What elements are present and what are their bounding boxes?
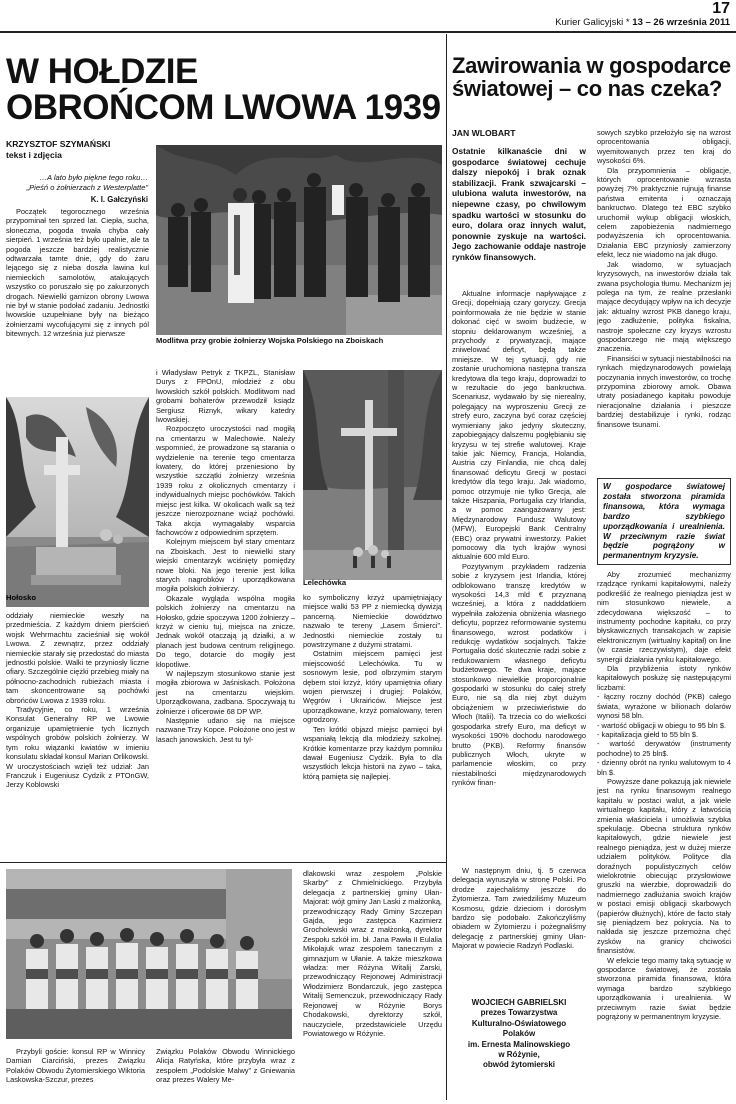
paragraph: Okazale wygląda wspólna mogiła polskich żołnierzy na cmentarzu na Hołosko, gdzie spoczywa 1200 żołnierzy – krzyż w cieniu tuj, miejsca na znicze. Jednak wokół otaczają ją działki, a w planach jest budowa centrum religijnego. Do tego, dotarcie do mogiły jest kłopotliwe. <box>156 593 295 669</box>
article2-text-col2 <box>597 128 731 429</box>
title-line-2: OBROŃCOM LWOWA 1939 <box>6 88 441 127</box>
running-header <box>555 17 730 28</box>
list-item: - łączny roczny dochód (PKB) całego świata, wyrażone w bilionach dolarów wynosi 58 bln. <box>597 692 731 721</box>
signature-line: WOJCIECH GABRIELSKI <box>471 998 567 1007</box>
article2-title: Zawirowania w gospodarce światowej – co nas czeka? <box>452 53 731 101</box>
paragraph: Ten krótki objazd miejsc pamięci był wspaniałą lekcją dla młodzieży szkolnej. Krótkie komentarze przy każdym pomniku dawał Eugeniusz Cydzik. Była to dla wszystkich lekcja historii na żywo – taka, którą pamięta się najlepiej. <box>303 724 442 781</box>
article2-text-col2-bottom <box>597 570 731 1022</box>
column-rule <box>446 34 447 1100</box>
paragraph: i Władysław Petryk z TKPZL, Stanisław Durys z FPOnU, młodzież z obu lwowskich szkół polskich. Modlitwom nad grobami bohaterów przewodził ksiądz Sergiusz Riznyk, wikary katedry lwowskiej. <box>156 368 295 425</box>
paragraph: Pozytywnym przykładem radzenia sobie z kryzysem jest Irlandia, której odblokowano transzę kredytów w wysokości 14,3 mld € przyznaną wcześniej, a która z nadddatkiem wypełniła założenia obniżenia własnego deficytu, poprzez reformowanie systemu finansowego, wzrost podatków i redukcję wydatków socjalnych. Także Portugalia dość skutecznie radzi sobie z redukowaniem własnego deficytu budżetowego. Te dwa kraje, mające stosunkowo niewielkie proporcjonalnie gospodarki w stosunku do całej strefy Euro, nie są dla niej zbyt dużym obciążeniem w przeciwieństwie do Włoch (Italii). Ta trzecia co do wielkości gospodarka strefy Euro, ma deficyt w wysokości 190% dochodu narodowego brutto (PKB). Reformy finansów publicznych Włoch, ukryte w parlamencie włoskim, co przy niestabilności międzynarodowych rynków finan- <box>452 561 586 788</box>
motto-author: K. I. Gałczyński <box>90 195 148 204</box>
article2-lead: Ostatnie kilkanaście dni w gospodarce światowej cechuje dalszy niepokój i brak oznak stabilizacji. Frank szwajcarski – ulubiona waluta inwestorów, na niepewne czasy, po chwilowym spadku wartości w stosunku do euro, dolara oraz innych walut, ponownie zyskuje na wartości. Jego zachowanie oddaje nastroje rynków finansowych. <box>452 146 586 262</box>
signature-line: Kulturalno-Oświatowego <box>471 1018 567 1028</box>
bottom-text-col1 <box>6 1047 145 1085</box>
caption-lelechowka: Lelechówka <box>303 578 347 587</box>
bottom-text-col2 <box>156 1047 295 1085</box>
motto <box>10 173 148 193</box>
photo-ceremony-zboiska <box>156 145 442 335</box>
author-note: tekst i zdjęcia <box>6 150 62 160</box>
section-divider <box>0 862 446 863</box>
list-item: - wartość derywatów (instrumenty pochodne) to 25 bln$. <box>597 739 731 758</box>
article2-author: JAN WLOBART <box>452 128 516 138</box>
header-rule <box>0 31 736 33</box>
photo-lelechowka <box>303 370 442 580</box>
paragraph: ko symboliczny krzyż upamiętniający miejsce walki 53 PP z niemiecką dywizją pancerną. Niemieckie dowództwo nazwało te tereny „Lasem Śmierci”. Jednostki niemieckie zostały tu powstrzymane z dużymi stratami. <box>303 593 442 650</box>
paragraph: sowych szybko przełożyło się na wzrost oprocentowania obligacji, wyemitowanych przez ten kraj do wysokości 6%. <box>597 128 731 166</box>
article-text-col1 <box>6 207 149 339</box>
paragraph: W następnym dniu, tj. 5 czerwca delegacja wyruszyła w stronę Polski. Po drodze zajechaliśmy jeszcze do Żytomierza. Tam zwiedziliśmy Muzeum Kosmosu, gdzie dzieciom i dorosłym bardzo się podobało. Zakończyliśmy obiadem w Żytomierzu i pożegnaliśmy delegację z partnerskiej gminy Ułan-Majorat w powiecie Radzyń Podlaski. <box>452 866 586 951</box>
article2-text-col1 <box>452 289 586 788</box>
paragraph: Ostatnim miejscem pamięci jest miejscowość Lelechówka. Tu w sosnowym lesie, pod olbrzymim starym dębem stoi krzyż, który upamiętnia ofiary wojen pierwszej i drugiej: Polaków, Węgrów i Ukraińców. Miejsce jest uporządkowane, krzyż pomalowany, teren ogrodzony. <box>303 649 442 725</box>
author-name: KRZYSZTOF SZYMAŃSKI <box>6 139 111 149</box>
paragraph: Dla przypomnienia – obligacje, których oprocentowanie wzrasta powyżej 7% praktycznie rujnują finanse państwa emitenta i oznaczają bankructwo. Dlatego też EBC szybko uruchomił wykup obligacji włoskich, celem zapobieżenia nadmiernego podwyższenia ich oprocentowania. Działania EBC przyniosły zamierzony efekt, lecz nie wiadomo na jak długo. <box>597 165 731 260</box>
masthead-name: Kurier Galicyjski <box>555 17 624 28</box>
pull-quote: W gospodarce światowej została stworzona piramida finansowa, która wymaga bardzo szybkiego uporządkowania i urealnienia. W przeciwnym razie świat będzie pogrążony w permanentnym kryzysie. <box>597 478 731 565</box>
paragraph: Aktualne informacje napływające z Grecji, dopełniają czary goryczy. Grecja poinformowała że nie będzie w stanie dokonać cięć w swoim budżecie, w stopniu deklarowanym wcześniej, a przychody z prywatyzacji, mające zniwelować deficyt, będą także mniejsze. W tej sytuacji, gdy nie zostanie uruchomiona następna transza kredytowa dla tego kraju, doprowadzi to w rezultacie do jego bankructwa. Scenariusz, wydawało by się nierealny, polegający na wyproszeniu Grecji ze strefy euro, zaczyna być coraz częściej wymieniany jako jedyny skuteczny, zapobiegający dalszemu pogłębianiu się kryzysu w tej strefie walutowej. Kraje takie jak: Niemcy, Francja, Holandia, Austria czy Finlandia, nie chcą dalej finansować deficytu Grecji w postaci kredytów dla tego kraju. Jak wiadomo, pomoc otrzymuje nie tylko Grecja, ale także Hiszpania, Portugalia czy Irlandia, a w pomoc zaangażowany jest: Międzynarodowy Fundusz Walutowy (MFW), Europejski Bank Centralny (EBC) oraz prywatni inwestorzy. Pakiet pomocowy dla tych krajów wynosi aktualnie 600 mld Euro. <box>452 289 586 562</box>
paragraph: W najlepszym stosunkowo stanie jest mogiła zbiorowa w Jaśniskach. Położona jest na cmentarzu wiejskim. Uporządkowana, zadbana. Spoczywają tu żołnierze i oficerowie 68 DP WP. <box>156 669 295 716</box>
article-text-col3 <box>303 593 442 781</box>
motto-line-2: „Pieśń o żołnierzach z Westerplatte” <box>26 183 148 192</box>
page-number: 17 <box>712 0 730 17</box>
paragraph: Aby zrozumieć mechanizmy rządzące rynkami kapitałowymi, należy podkreślić że realnego pieniądza jest w nim stosunkowo niewiele, a zdecydowana większość – to instrumenty pochodne kapitału, co przy błyskawicznych transakcjach w zapisie elektronicznym (wirtualny kapitał) on line (w czasie rzeczywistym), daje efekt synergii działania rynku kapitałowego. <box>597 570 731 664</box>
paragraph: Rozpoczęto uroczystości nad mogiłą na cmentarzu w Malechowie. Należy wspomnieć, że prowadzone są starania o wydzielenie na terenie tego cmentarza kwatery, do której przeniesiono by wszystkie szczątki żołnierzy września 1939 roku z okolicznych cmentarzy i indywidualnych miejsc pochówków. Takich miejsc jest kilka. W okolicach walk są też jeszcze nierozpoznane wciąż pochówki. Taka akcja wymagałaby wsparcia fachowców z odpowiednim sprzętem. <box>156 424 295 537</box>
caption-holosko: Hołosko <box>6 593 36 602</box>
signature-block <box>452 998 586 1071</box>
signature-line: obwód żytomierski <box>482 1060 555 1070</box>
photo-holosko <box>6 397 149 607</box>
paragraph: Przybyli goście: konsul RP w Winnicy Damian Ciarciński, prezes Związku Polaków Obwodu Żytomierskiego Wiktoria Laskowska-Szczur, prezes <box>6 1047 145 1085</box>
paragraph: Dla przybliżenia istoty rynków kapitałowych posłużę się następującymi liczbami: <box>597 664 731 692</box>
paragraph: W efekcie tego mamy taką sytuację w gospodarce światowej, że została stworzona piramida finansowa, która wymaga bardzo szybkiego uporządkowania i urealnienia. W przeciwnym razie świat będzie pogrążony w permanentnym kryzysie. <box>597 955 731 1022</box>
signature-line: im. Ernesta Malinowskiego <box>467 1039 571 1049</box>
bottom-text-col3 <box>303 869 442 1038</box>
paragraph: oddziały niemieckie weszły na przedmieścia. Z każdym dniem pierścień wojsk Wehrmachtu zacieśniał się wokół Lwowa. Z zewnątrz, przez oddziały niemieckie starały się przedostać do miasta jednostki polskie. Walki te przyniosły liczne ofiary. Szczególnie ciężki przebieg miały na północno-zachodnich rubieżach miasta i tam skoncentrowane są pochówki obrońców Lwowa z 1939 roku. <box>6 611 149 705</box>
header-separator: * <box>623 17 633 28</box>
paragraph: Następnie udano się na miejsce nazwane Trzy Kopce. Położone ono jest w lasach janowskich. Jest tu tyl- <box>156 716 295 744</box>
article-author <box>6 139 110 161</box>
paragraph: Finansiści w sytuacji niestabilności na rynkach międzynarodowych powielają poczynania innych inwestorów, co trochę przypomina zbiorowy amok. Obawa utraty posiadanego kapitału powoduje nieracjonalne działania i pieszcze bardziej destabilizuje i rynki, rodząc finansowe tsunami. <box>597 353 731 429</box>
title-line-1: W HOŁDZIE <box>6 52 198 91</box>
paragraph: Związku Polaków Obwodu Winnickiego Alicja Ratyńska, które przybyła wraz z zespołem „Podolskie Malwy” z Gniewania oraz prezes Walery Me- <box>156 1047 295 1085</box>
article-text-col1-bottom <box>6 611 149 790</box>
caption-top-photo: Modlitwa przy grobie żołnierzy Wojska Polskiego na Zboiskach <box>156 336 384 345</box>
signature-line: prezes Towarzystwa <box>480 1008 558 1018</box>
article2-bottom-text <box>452 866 586 951</box>
list-item: - wartość obligacji w obiegu to 95 bln $. <box>597 720 726 730</box>
list-item: - dzienny obrót na rynku walutowym to 4 bln $. <box>597 758 731 777</box>
paragraph: Tradycyjnie, co roku, 1 września Konsulat Generalny RP we Lwowie organizuje upamiętnienie tych licznych wspólnych grobów polskich żołnierzy. W tym roku wiązanki kwiatów w imieniu konsulatu składał konsul Marian Orlikowski. W uroczystościach wzięli też udział: Jan Franczuk i Eugeniusz Cydzik z PTOnGW, Jerzy Koblowski <box>6 705 149 790</box>
issue-dates: 13 – 26 września 2011 <box>632 17 730 28</box>
signature-line: w Różynie, <box>498 1050 540 1060</box>
paragraph: Powyższe dane pokazują jak niewiele jest na rynku finansowym realnego kapitału w postaci walut, a jak wiele wirtualnego kapitału, który z łatwością zmienia właściciela i umożliwia szybka spekulację. Obecna struktura rynków kapitałowych, gdzie niewiele jest realnego pieniądza, jest w dużej mierze udziałem polityków. Polityce dla doraźnych populistycznych celów wielokrotnie obiecując przysłowiowe gruszki na wierzbie, doprowadzili do nadmiernego zadłużania swoich krajów w postaci emisji obligacji skarbowych (papierów dłużnych), które de facto stały się pieniądzem bez pokrycia. Na to nakłada się jeszcze przemożna chęć zysków na granicy chciwości finansistów. <box>597 776 731 956</box>
signature-line: Polaków <box>502 1029 536 1039</box>
list-item: - kapitalizacja giełd to 55 bln $. <box>597 729 699 739</box>
photo-folk-ensemble <box>6 869 292 1039</box>
article-title <box>6 54 446 126</box>
paragraph: Jak wiadomo, w sytuacjach kryzysowych, na inwestorów działa tak zwana psychologia tłumu. Mechanizm jej polega na tym, że realne przesłanki mające decydujący wpływ na ich decyzje jak: aktualny wzrost PKB danego kraju, jego zadłużenie, polityka fiskalna, nastroje społeczne czy kryzys wzrostu gospodarczego nie mają większego znaczenia. <box>597 259 731 354</box>
article-text-col2 <box>156 368 295 744</box>
paragraph: Początek tegorocznego września przypominał ten sprzed lat. Ciepła, sucha, słoneczna, pogoda trwała chyba cały sierpień. 1 września też było upalnie, ale ta pogoda jeszcze bardziej realistycznie odtwarzała tamte dnie, gdy do żaru lejącego się z nieba doszła lawina kul niemieckich samolotów, atakujących wszystko co poruszało się po zakurzonych drogach. Niewielki garnizon obrony Lwowa nie był w stanie podołać zadaniu. Jednostki lwowskie uzupełniane były na bieżąco żołnierzami wycofującymi się z innych pól bitewnych. 12 września już pierwsze <box>6 207 149 339</box>
paragraph: dlakowski wraz zespołem „Polskie Skarby” z Chmielnickiego. Przybyła delegacja z partnerskiej gminy Ułan-Majorat: wójt gminy Jan Laski z małżonką, przewodniczący Rady Gminy Szczepan Gajda, jego zastępca Kazimierz Grocholewski wraz z małżonką, dyrektor Zespołu szkół im. bł. Jana Pawła II Eulalia Mikołajuk wraz zespołem tanecznym z gimnazjum w Ułanie. A także mieszkowa władza: mer Różyna Witalij Żarski, przewodniczący Rejonowej Administracji Włodzimierz Bondarczuk, jego zastępca Witalij Semenczuk, przewodniczący Rady Rejonowej w Różynie Borys Chodakowski, dyrektorzy szkół, nauczyciele, przedstawiciele Urzędu Powiatowego w Różynie. <box>303 869 442 1038</box>
motto-line-1: …A lato było piękne tego roku… <box>39 173 148 182</box>
paragraph: Kolejnym miejscem był stary cmentarz na Zboiskach. Jest to niewielki stary wiejski cmentarzyk wciśnięty pomiędzy nowe bloki. Na jego terenie jest kilka starych nagrobków i uporządkowana mogiła polskich żołnierzy. <box>156 537 295 594</box>
